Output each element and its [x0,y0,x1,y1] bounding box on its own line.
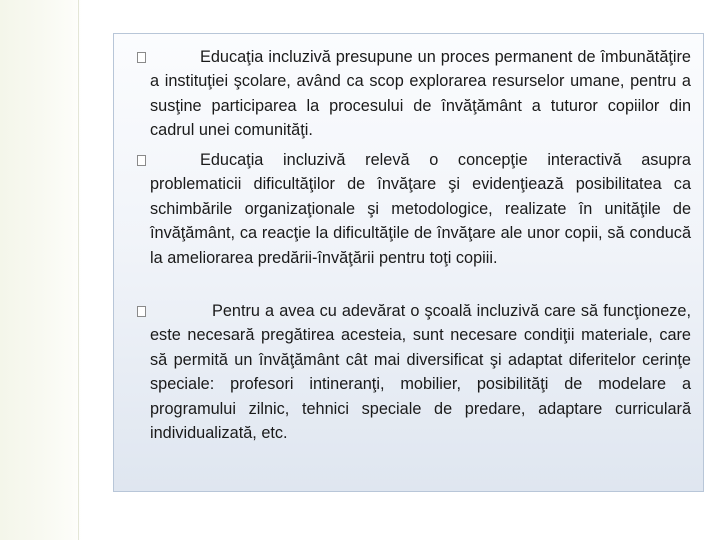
bullet-text-2: Educaţia incluzivă relevă o concepţie interactivă asupra problematicii dificultăţilor de învăţare şi evidenţiează posibilitatea ca schimbările organizaţionale şi metodologice, realizate în unităţile de învăţământ, ca reacţie la dificultăţile de învăţare ale unor copii, să conducă la ameliorarea predării-învăţării pentru toţi copiii. [150,151,691,267]
left-margin-rule [78,0,79,540]
bullet-text-3: Pentru a avea cu adevărat o şcoală incluzivă care să funcţioneze, este necesară pregătirea acesteia, sunt necesare condiţii materiale, care să permită un învăţământ cât mai diversificat şi adaptat diferitelor cerinţe speciale: profesori intineranţi, mobilier, posibilităţi de modelare a programului zilnic, tehnici speciale de predare, adaptare curriculară individualizată, etc. [150,302,691,443]
content-box [113,33,704,492]
square-bullet-icon [137,306,146,317]
square-bullet-icon [137,52,146,63]
square-bullet-icon [137,155,146,166]
bullet-text-1: Educaţia incluzivă presupune un proces permanent de îmbunătăţire a instituţiei şcolare, având ca scop explorarea resurselor umane, pentru a susţine participarea la procesului de învăţământ a tuturor copiilor din cadrul unei comunităţi. [150,48,691,140]
